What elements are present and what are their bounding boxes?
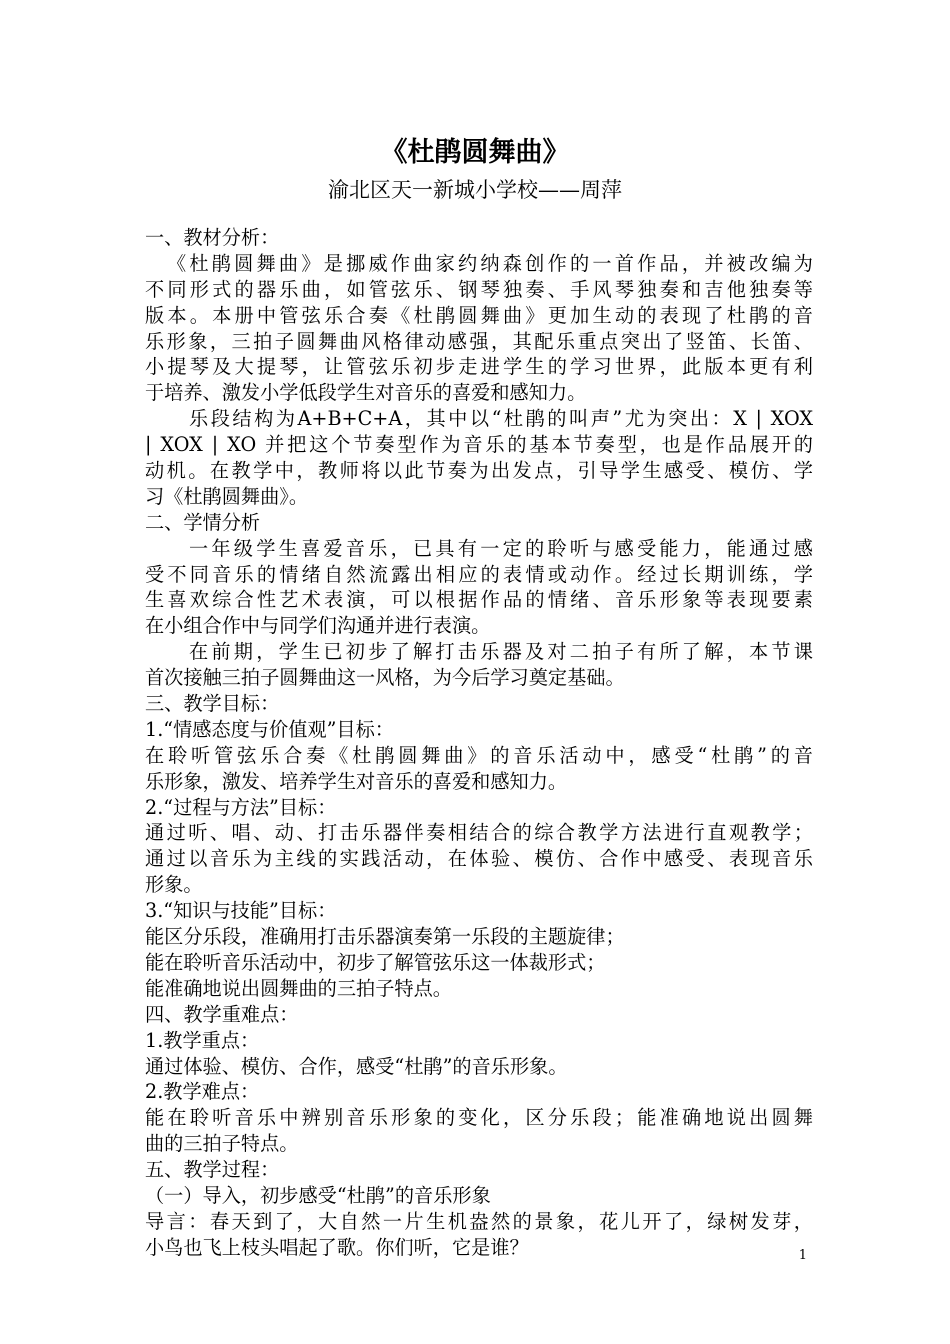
text-line: 生喜欢综合性艺术表演，可以根据作品的情绪、音乐形象等表现要素 — [145, 588, 813, 612]
text-line: | XOX | XO 并把这个节奏型作为音乐的基本节奏型，也是作品展开的 — [145, 433, 813, 457]
text-line: 一、教材分析： — [145, 226, 280, 249]
text-line: 乐形象，三拍子圆舞曲风格律动感强，其配乐重点突出了竖笛、长笛、 — [145, 329, 813, 353]
text-line: 一年级学生喜爱音乐，已具有一定的聆听与感受能力，能通过感 — [189, 536, 813, 560]
text-line: 四、教学重难点： — [145, 1002, 299, 1026]
text-line: 1.教学重点： — [145, 1028, 260, 1052]
text-line: 曲的三拍子特点。 — [145, 1132, 299, 1156]
text-line: 能区分乐段，准确用打击乐器演奏第一乐段的主题旋律； — [145, 925, 625, 949]
text-line: 能准确地说出圆舞曲的三拍子特点。 — [145, 976, 452, 1000]
page-number: 1 — [798, 1248, 807, 1263]
text-line: 五、教学过程： — [145, 1158, 280, 1182]
text-line: 能在聆听音乐中辨别音乐形象的变化，区分乐段；能准确地说出圆舞 — [145, 1106, 813, 1130]
text-line: 1.“情感态度与价值观”目标： — [145, 717, 394, 741]
text-line: 通过体验、模仿、合作，感受“杜鹃”的音乐形象。 — [145, 1054, 568, 1078]
text-line: 二、学情分析 — [145, 510, 261, 534]
text-line: 形象。 — [145, 873, 203, 897]
text-line: 在前期，学生已初步了解打击乐器及对二拍子有所了解，本节课 — [189, 640, 813, 664]
text-line: 小提琴及大提琴，让管弦乐初步走进学生的学习世界，此版本更有利 — [145, 355, 813, 379]
text-line: 3.“知识与技能”目标： — [145, 899, 337, 923]
text-line: 能在聆听音乐活动中，初步了解管弦乐这一体裁形式； — [145, 950, 606, 974]
document-subtitle: 渝北区天一新城小学校——周萍 — [328, 178, 622, 202]
document-body — [145, 225, 813, 1261]
text-line: 在聆听管弦乐合奏《杜鹃圆舞曲》的音乐活动中，感受“杜鹃”的音 — [145, 743, 813, 767]
text-line: 三、教学目标： — [145, 692, 280, 716]
text-line: 《杜鹃圆舞曲》是挪威作曲家约纳森创作的一首作品，并被改编为 — [167, 251, 813, 275]
text-line: 在小组合作中与同学们沟通并进行表演。 — [145, 614, 491, 638]
text-line: 于培养、激发小学低段学生对音乐的喜爱和感知力。 — [145, 381, 587, 405]
text-line: 受不同音乐的情绪自然流露出相应的表情或动作。经过长期训练，学 — [145, 562, 813, 586]
text-line: 通过以音乐为主线的实践活动，在体验、模仿、合作中感受、表现音乐 — [145, 847, 813, 871]
text-line: 通过听、唱、动、打击乐器伴奏相结合的综合教学方法进行直观教学； — [145, 821, 813, 845]
text-line: 首次接触三拍子圆舞曲这一风格，为今后学习奠定基础。 — [145, 666, 625, 690]
text-line: 版本。本册中管弦乐合奏《杜鹃圆舞曲》更加生动的表现了杜鹃的音 — [145, 303, 813, 327]
text-line: 习《杜鹃圆舞曲》。 — [145, 484, 309, 508]
text-line: 导言：春天到了，大自然一片生机盎然的景象，花儿开了，绿树发芽， — [145, 1209, 813, 1233]
text-line: 2.教学难点： — [145, 1080, 260, 1104]
text-line: 乐段结构为A+B+C+A，其中以“杜鹃的叫声”尤为突出：X | XOX — [189, 407, 813, 431]
document-title: 《杜鹃圆舞曲》 — [380, 137, 570, 168]
text-line: 不同形式的器乐曲，如管弦乐、钢琴独奏、手风琴独奏和吉他独奏等 — [145, 277, 813, 301]
text-line: 2.“过程与方法”目标： — [145, 795, 337, 819]
text-line: 小鸟也飞上枝头唱起了歌。你们听，它是谁？ — [145, 1235, 529, 1259]
text-line: 乐形象，激发、培养学生对音乐的喜爱和感知力。 — [145, 769, 568, 793]
text-line: 动机。在教学中，教师将以此节奏为出发点，引导学生感受、模仿、学 — [145, 459, 813, 483]
text-line: （一）导入，初步感受“杜鹃”的音乐形象 — [145, 1183, 491, 1207]
